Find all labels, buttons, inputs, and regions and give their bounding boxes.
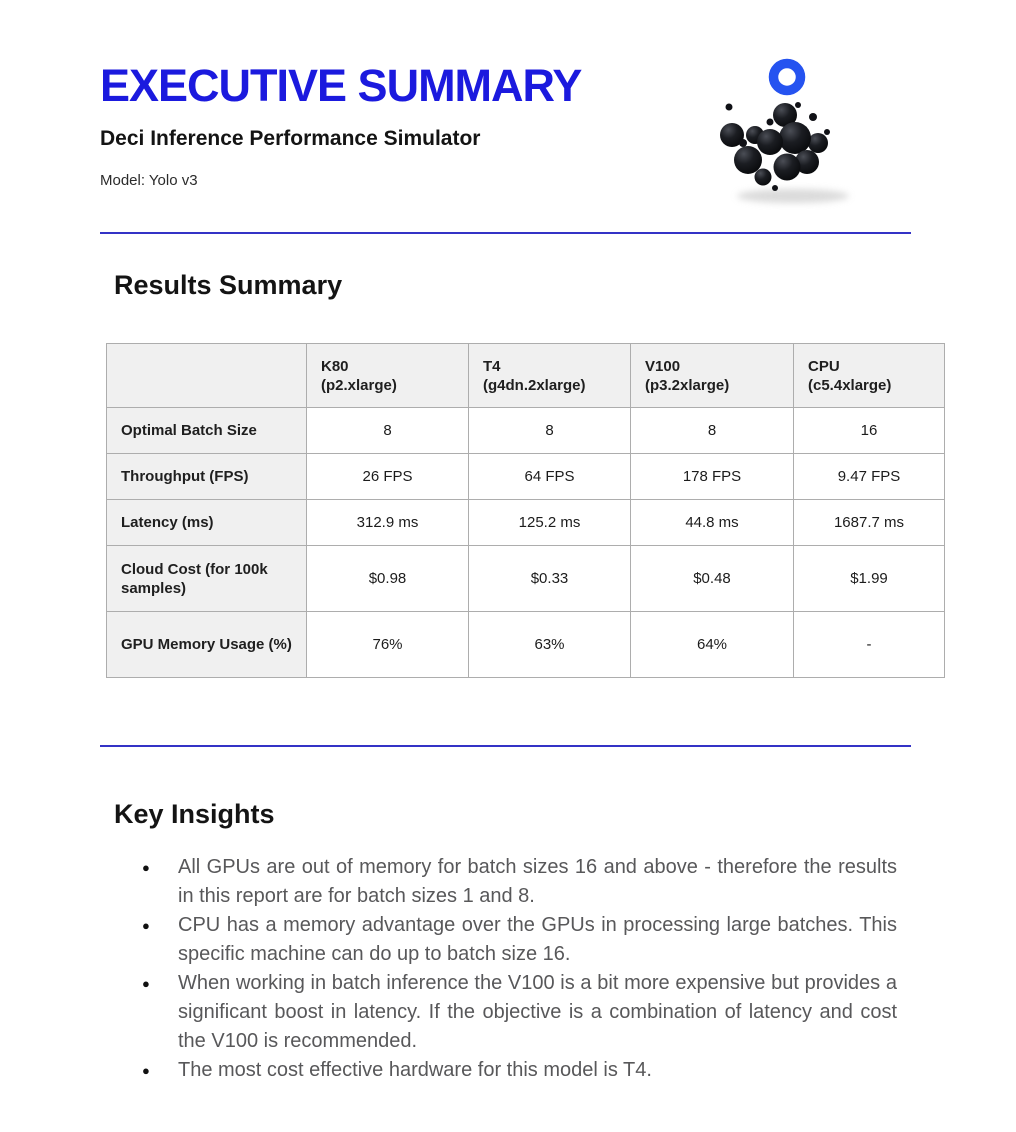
insight-bullet: ● CPU has a memory advantage over the GPUs in processing large batches. This specific machine can do up to batch size 16.	[140, 911, 897, 969]
row-label: Latency (ms)	[107, 500, 307, 546]
gpu-instance: (g4dn.2xlarge)	[483, 376, 586, 394]
insight-bullet: ● All GPUs are out of memory for batch sizes 16 and above - therefore the results in this report are for batch sizes 1 and 8.	[140, 853, 897, 911]
gpu-name: T4	[483, 357, 501, 375]
table-cell: 63%	[469, 612, 631, 678]
table-cell: 64 FPS	[469, 454, 631, 500]
table-cell: 44.8 ms	[631, 500, 794, 546]
column-header-t4	[469, 344, 631, 408]
results-heading: Results Summary	[114, 270, 343, 300]
gpu-name: V100	[645, 357, 681, 375]
column-header-k80	[307, 344, 469, 408]
table-cell: 26 FPS	[307, 454, 469, 500]
table-cell: 76%	[307, 612, 469, 678]
table-cell: 64%	[631, 612, 794, 678]
table-row-gpu-memory	[107, 612, 945, 678]
table-cell: 312.9 ms	[307, 500, 469, 546]
key-insights-heading: Key Insights	[114, 799, 275, 829]
section-divider-bottom	[100, 745, 911, 747]
table-row-optimal-batch-size	[107, 408, 945, 454]
row-label: Optimal Batch Size	[107, 408, 307, 454]
table-cell: 16	[794, 408, 945, 454]
table-row-cloud-cost	[107, 546, 945, 612]
table-cell: $1.99	[794, 546, 945, 612]
section-divider-top	[100, 232, 911, 234]
gpu-name: K80	[321, 357, 349, 375]
deci-spheres-logo	[700, 20, 950, 220]
table-cell: 8	[469, 408, 631, 454]
insight-bullet: ● When working in batch inference the V100 is a bit more expensive but provides a significant boost in latency. If the objective is a combination of latency and cost the V100 is recommended.	[140, 969, 897, 1056]
results-table	[106, 343, 945, 678]
table-cell: -	[794, 612, 945, 678]
gpu-instance: (p2.xlarge)	[321, 376, 397, 394]
gpu-name: CPU	[808, 357, 840, 375]
column-header-v100	[631, 344, 794, 408]
gpu-instance: (c5.4xlarge)	[808, 376, 892, 394]
results-section	[100, 270, 944, 678]
table-cell: $0.33	[469, 546, 631, 612]
table-cell: 9.47 FPS	[794, 454, 945, 500]
gpu-instance: (p3.2xlarge)	[645, 376, 730, 394]
row-label: Cloud Cost (for 100k samples)	[107, 546, 307, 612]
table-cell: $0.98	[307, 546, 469, 612]
page-subtitle: Deci Inference Performance Simulator	[100, 127, 481, 150]
table-header-row	[107, 344, 945, 408]
insight-bullet: ● The most cost effective hardware for this model is T4.	[140, 1056, 897, 1085]
shadow	[737, 189, 849, 203]
table-cell: $0.48	[631, 546, 794, 612]
column-header-cpu	[794, 344, 945, 408]
row-label: Throughput (FPS)	[107, 454, 307, 500]
page-title: EXECUTIVE SUMMARY	[100, 60, 582, 111]
key-insights-section	[100, 799, 944, 1085]
table-row-throughput	[107, 454, 945, 500]
insights-list	[140, 853, 897, 1085]
table-row-latency	[107, 500, 945, 546]
sphere-cluster	[720, 102, 849, 203]
table-cell: 8	[631, 408, 794, 454]
model-line: Model: Yolo v3	[100, 172, 198, 189]
table-corner-cell	[107, 344, 307, 408]
ring-icon	[774, 64, 801, 91]
table-cell: 125.2 ms	[469, 500, 631, 546]
table-cell: 178 FPS	[631, 454, 794, 500]
table-cell: 1687.7 ms	[794, 500, 945, 546]
table-cell: 8	[307, 408, 469, 454]
row-label: GPU Memory Usage (%)	[107, 612, 307, 678]
